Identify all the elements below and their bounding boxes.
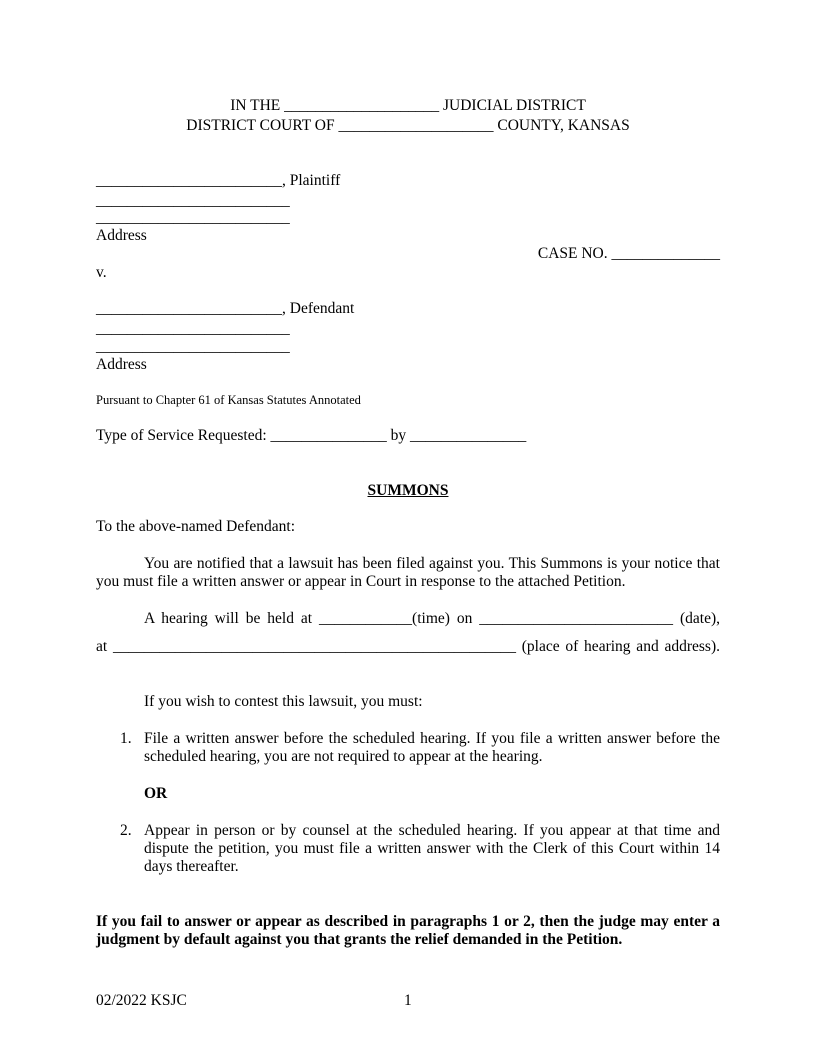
option-2-number: 2. xyxy=(120,822,132,839)
option-1-text: File a written answer before the scheduled hearing. If you file a written answer before the scheduled hearing, you are not required to appear at the hearing. xyxy=(144,730,720,765)
option-2-text: Appear in person or by counsel at the scheduled hearing. If you appear at that time and dispute the petition, you must file a written answer with the Clerk of this Court within 14 days thereafter. xyxy=(144,822,720,875)
plaintiff-address-line-1: _________________________ xyxy=(96,192,290,209)
service-type-line: Type of Service Requested: _______________ by _______________ xyxy=(96,427,527,444)
default-judgment-warning: If you fail to answer or appear as described in paragraphs 1 or 2, then the judge may enter a judgment by default against you that grants the relief demanded in the Petition. xyxy=(96,913,720,948)
hearing-place-line: at ____________________________________________________ (place of hearing and address). xyxy=(96,638,720,655)
contest-intro: If you wish to contest this lawsuit, you must: xyxy=(144,693,423,710)
summons-title xyxy=(0,482,816,500)
defendant-address-line-1: _________________________ xyxy=(96,320,290,337)
or-separator: OR xyxy=(144,785,168,802)
statute-note: Pursuant to Chapter 61 of Kansas Statutes Annotated xyxy=(96,393,361,407)
defendant-address-line-2: _________________________ xyxy=(96,338,290,355)
plaintiff-address-label: Address xyxy=(96,227,147,244)
versus-label: v. xyxy=(96,264,107,281)
salutation: To the above-named Defendant: xyxy=(96,518,296,535)
plaintiff-address-line-2: _________________________ xyxy=(96,209,290,226)
summons-title-text: SUMMONS xyxy=(367,482,449,499)
defendant-name-line: ________________________, Defendant xyxy=(96,300,355,317)
form-id: 02/2022 KSJC xyxy=(96,992,187,1009)
case-number: CASE NO. ______________ xyxy=(537,245,720,262)
option-1-number: 1. xyxy=(120,730,132,747)
court-district-line: IN THE ____________________ JUDICIAL DISTRICT xyxy=(230,97,586,114)
court-county-line: DISTRICT COURT OF ____________________ COUNTY, KANSAS xyxy=(186,117,630,134)
plaintiff-name-line: ________________________, Plaintiff xyxy=(96,172,341,189)
page-number: 1 xyxy=(404,992,412,1009)
notice-paragraph: You are notified that a lawsuit has been filed against you. This Summons is your notice that you must file a written answer or appear in Court in response to the attached Petition. xyxy=(96,555,720,590)
hearing-time-date-line: A hearing will be held at ____________(time) on _________________________ (date), xyxy=(144,610,720,627)
defendant-address-label: Address xyxy=(96,356,147,373)
